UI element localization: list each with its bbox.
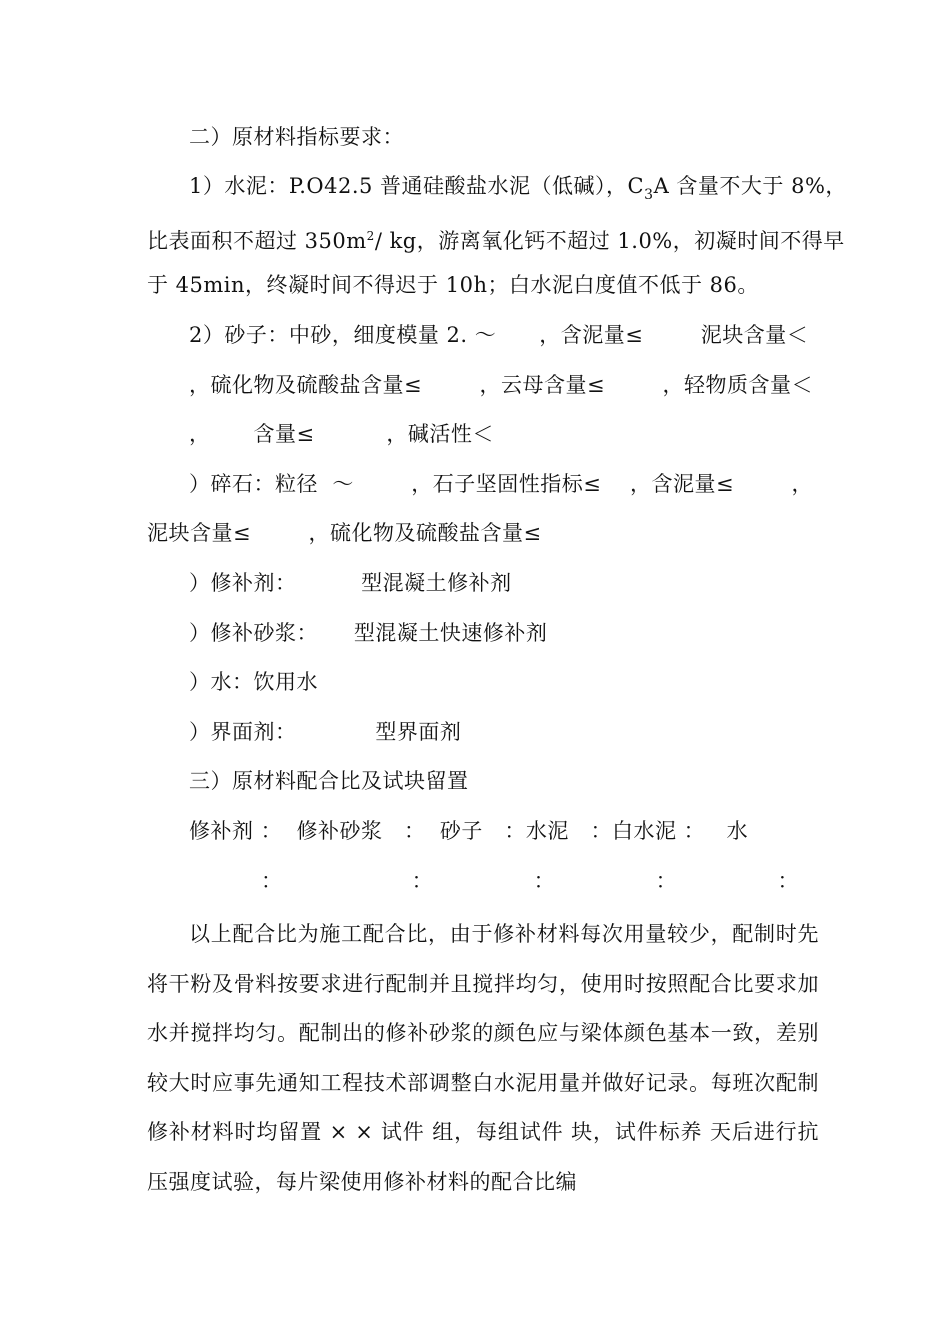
ratio-colons-line: ： ： ： ： ： <box>261 869 800 893</box>
gravel-line-2: 泥块含量≤ ，硫化物及硫酸盐含量≤ <box>147 521 542 545</box>
ratio-labels-line: 修补剂 ： 修补砂浆 ： 砂子 ：水泥 ：白水泥 ： 水 <box>189 819 749 843</box>
cement-line-1 <box>189 171 847 210</box>
sand-line-1: 2）砂子：中砂，细度模量 2. ～ ，含泥量≤ 泥块含量＜ <box>189 323 809 347</box>
m2-superscript: 2 <box>366 229 375 243</box>
cement-line-2-pre: 比表面积不超过 350m <box>147 229 367 253</box>
cement-line-1-pre: 1）水泥：P.O42.5 普通硅酸盐水泥（低碱），C <box>189 174 645 198</box>
repair-mortar-line: ）修补砂浆： 型混凝土快速修补剂 <box>189 621 548 645</box>
interface-agent-line: ）界面剂： 型界面剂 <box>189 720 462 744</box>
cement-line-2-post: / kg，游离氧化钙不超过 1.0%，初凝时间不得早 <box>374 229 845 253</box>
cement-line-2 <box>147 221 845 256</box>
repair-agent-line: ）修补剂： 型混凝土修补剂 <box>189 571 512 595</box>
water-line: ）水：饮用水 <box>189 670 318 694</box>
gravel-line-1: ）碎石：粒径 ～ ，石子坚固性指标≤ ，含泥量≤ ， <box>189 472 814 496</box>
cement-line-3: 于 45min，终凝时间不得迟于 10h；白水泥白度值不低于 86。 <box>147 273 759 297</box>
cement-line-1-post: A 含量不大于 8%， <box>653 174 847 198</box>
section3-heading: 三）原材料配合比及试块留置 <box>189 769 469 793</box>
mix-ratio-paragraph: 以上配合比为施工配合比，由于修补材料每次用量较少，配制时先将干粉及骨料按要求进行配制并且搅拌均匀，使用时按照配合比要求加水并搅拌均匀。配制出的修补砂浆的颜色应与梁体颜色基本一致，差别较大时应事先通知工程技术部调整白水泥用量并做好记录。每班次配制修补材料时均留置 × × 试件 组，每组试件 块，试件标养 天后进行抗压强度试验，每片梁使用修补材料的配合比编 <box>147 922 819 1194</box>
sand-line-3: ， 含量≤ ，碱活性＜ <box>189 422 494 446</box>
sand-line-2: ，硫化物及硫酸盐含量≤ ，云母含量≤ ，轻物质含量＜ <box>189 373 813 397</box>
section2-heading: 二）原材料指标要求： <box>189 125 404 149</box>
c3a-subscript: 3 <box>644 187 654 203</box>
